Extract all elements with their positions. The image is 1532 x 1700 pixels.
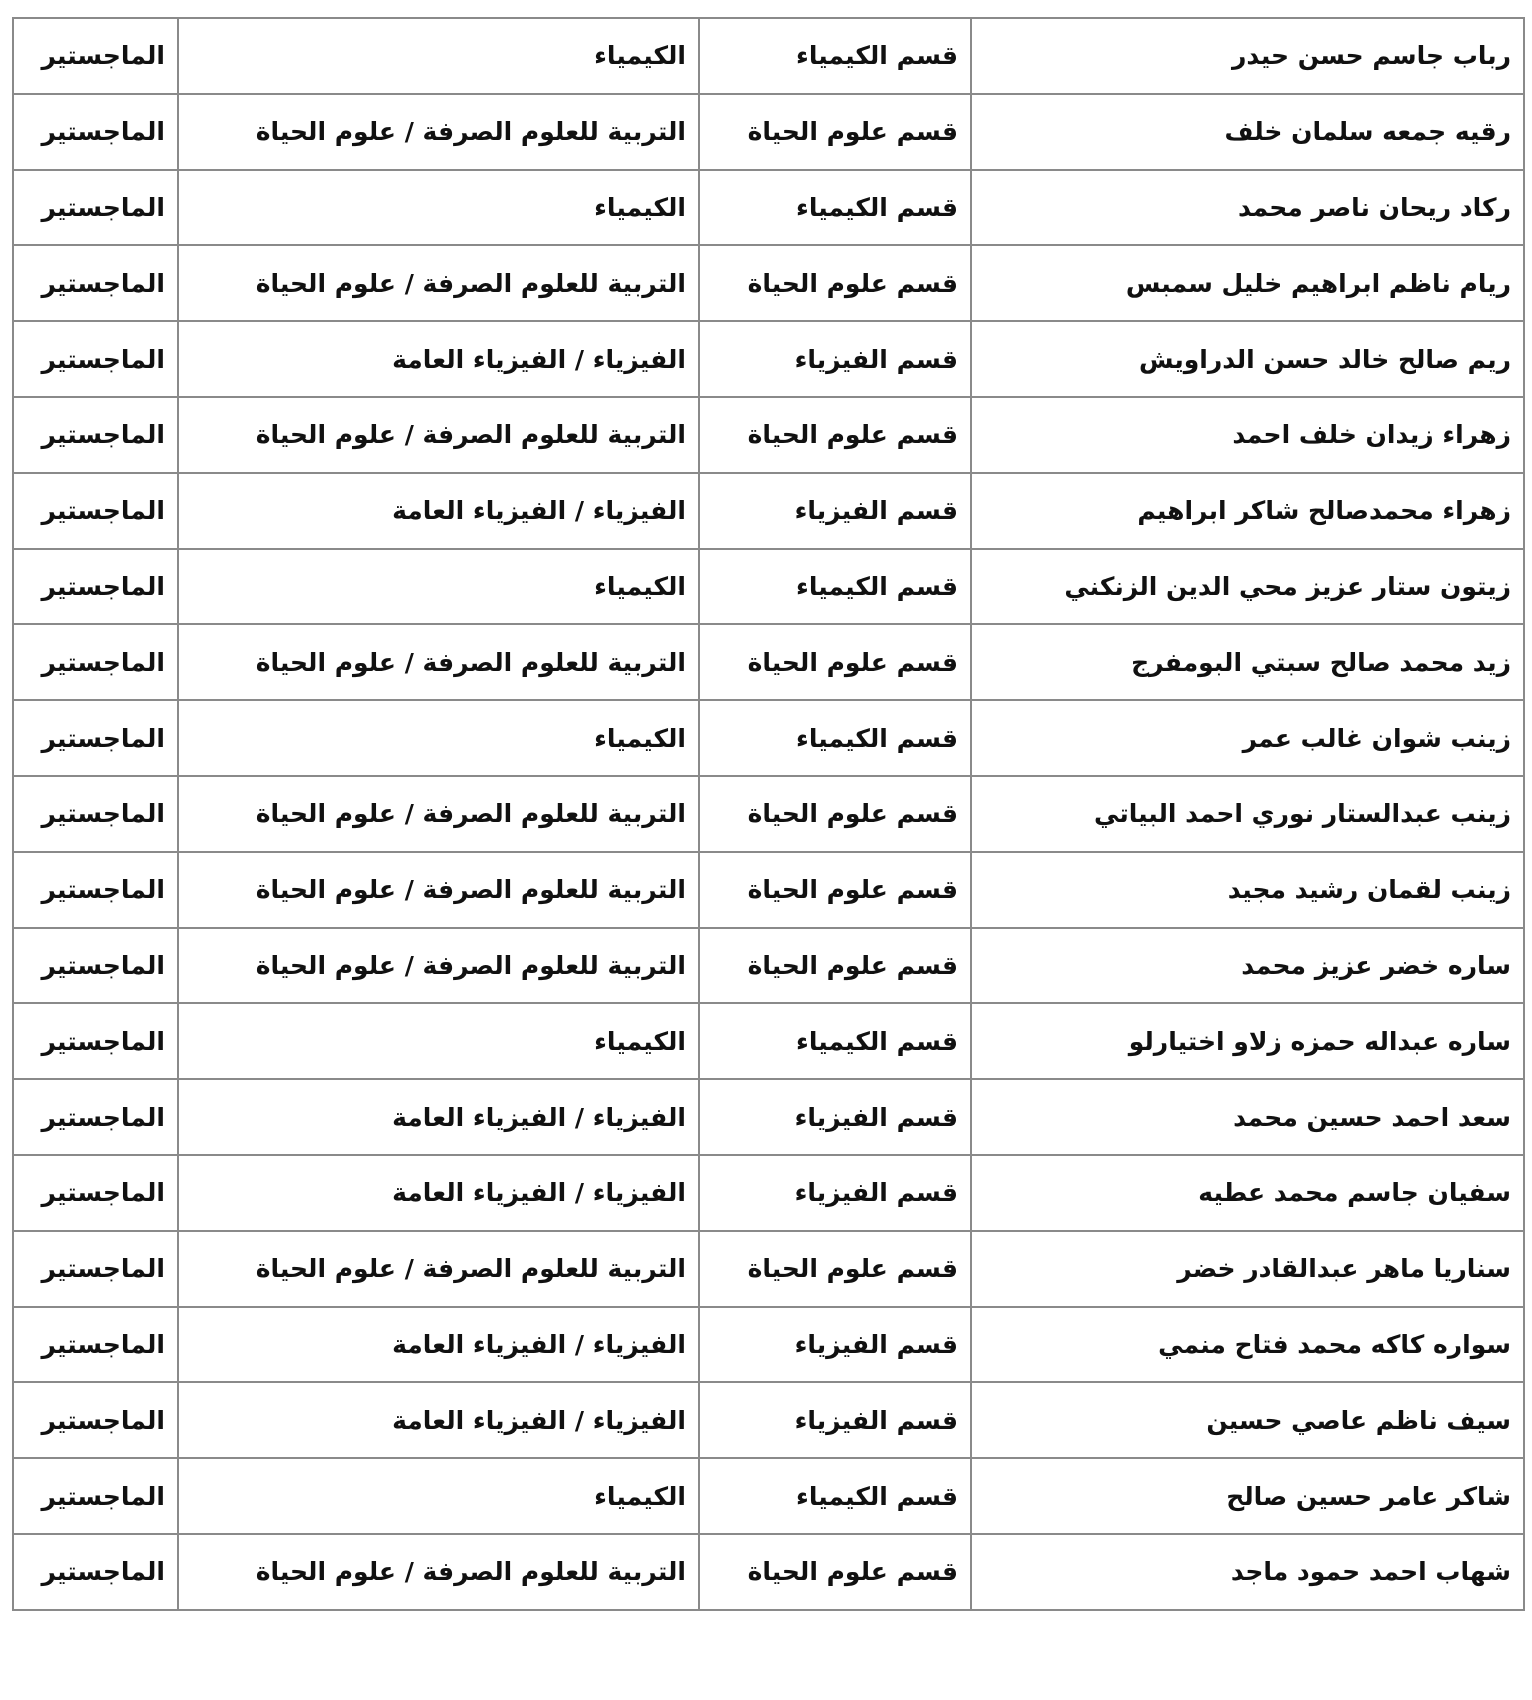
specialization-cell: التربية للعلوم الصرفة / علوم الحياة — [178, 1231, 699, 1307]
name-cell: زيتون ستار عزيز محي الدين الزنكني — [971, 549, 1524, 625]
specialization-cell: الكيمياء — [178, 1003, 699, 1079]
degree-cell: الماجستير — [13, 852, 178, 928]
degree-cell: الماجستير — [13, 549, 178, 625]
degree-cell: الماجستير — [13, 245, 178, 321]
department-cell: قسم الكيمياء — [699, 170, 971, 246]
table-row — [13, 1155, 1524, 1231]
table-row — [13, 549, 1524, 625]
specialization-cell: الكيمياء — [178, 549, 699, 625]
specialization-cell: الفيزياء / الفيزياء العامة — [178, 1382, 699, 1458]
name-cell: سناريا ماهر عبدالقادر خضر — [971, 1231, 1524, 1307]
table-row — [13, 397, 1524, 473]
specialization-cell: الكيمياء — [178, 170, 699, 246]
specialization-cell: الفيزياء / الفيزياء العامة — [178, 1307, 699, 1383]
table-row — [13, 624, 1524, 700]
specialization-cell: التربية للعلوم الصرفة / علوم الحياة — [178, 94, 699, 170]
specialization-cell: الفيزياء / الفيزياء العامة — [178, 1079, 699, 1155]
name-cell: زهراء محمدصالح شاكر ابراهيم — [971, 473, 1524, 549]
degree-cell: الماجستير — [13, 1003, 178, 1079]
degree-cell: الماجستير — [13, 321, 178, 397]
specialization-cell: التربية للعلوم الصرفة / علوم الحياة — [178, 852, 699, 928]
name-cell: رقيه جمعه سلمان خلف — [971, 94, 1524, 170]
department-cell: قسم الفيزياء — [699, 321, 971, 397]
table-row — [13, 170, 1524, 246]
table-row — [13, 700, 1524, 776]
department-cell: قسم علوم الحياة — [699, 1534, 971, 1610]
department-cell: قسم علوم الحياة — [699, 852, 971, 928]
graduates-table — [12, 17, 1525, 1611]
name-cell: زهراء زيدان خلف احمد — [971, 397, 1524, 473]
name-cell: زينب لقمان رشيد مجيد — [971, 852, 1524, 928]
department-cell: قسم علوم الحياة — [699, 245, 971, 321]
name-cell: شهاب احمد حمود ماجد — [971, 1534, 1524, 1610]
table-row — [13, 94, 1524, 170]
department-cell: قسم علوم الحياة — [699, 1231, 971, 1307]
degree-cell: الماجستير — [13, 18, 178, 94]
degree-cell: الماجستير — [13, 776, 178, 852]
degree-cell: الماجستير — [13, 700, 178, 776]
name-cell: رباب جاسم حسن حيدر — [971, 18, 1524, 94]
degree-cell: الماجستير — [13, 1382, 178, 1458]
degree-cell: الماجستير — [13, 1534, 178, 1610]
table-row — [13, 1231, 1524, 1307]
table-row — [13, 1534, 1524, 1610]
specialization-cell: التربية للعلوم الصرفة / علوم الحياة — [178, 776, 699, 852]
specialization-cell: الفيزياء / الفيزياء العامة — [178, 1155, 699, 1231]
department-cell: قسم الكيمياء — [699, 549, 971, 625]
specialization-cell: الكيمياء — [178, 700, 699, 776]
department-cell: قسم الفيزياء — [699, 1307, 971, 1383]
department-cell: قسم الكيمياء — [699, 1003, 971, 1079]
table-body — [13, 18, 1524, 1610]
table-row — [13, 928, 1524, 1004]
department-cell: قسم الكيمياء — [699, 18, 971, 94]
degree-cell: الماجستير — [13, 397, 178, 473]
table-row — [13, 776, 1524, 852]
table-row — [13, 1003, 1524, 1079]
name-cell: ركاد ريحان ناصر محمد — [971, 170, 1524, 246]
department-cell: قسم الفيزياء — [699, 1079, 971, 1155]
specialization-cell: الفيزياء / الفيزياء العامة — [178, 321, 699, 397]
table-row — [13, 1307, 1524, 1383]
degree-cell: الماجستير — [13, 473, 178, 549]
department-cell: قسم علوم الحياة — [699, 94, 971, 170]
name-cell: ريم صالح خالد حسن الدراويش — [971, 321, 1524, 397]
specialization-cell: التربية للعلوم الصرفة / علوم الحياة — [178, 1534, 699, 1610]
table-row — [13, 321, 1524, 397]
specialization-cell: التربية للعلوم الصرفة / علوم الحياة — [178, 397, 699, 473]
table-row — [13, 245, 1524, 321]
degree-cell: الماجستير — [13, 624, 178, 700]
specialization-cell: التربية للعلوم الصرفة / علوم الحياة — [178, 245, 699, 321]
table-row — [13, 473, 1524, 549]
department-cell: قسم الكيمياء — [699, 700, 971, 776]
name-cell: سعد احمد حسين محمد — [971, 1079, 1524, 1155]
specialization-cell: الكيمياء — [178, 18, 699, 94]
table-row — [13, 852, 1524, 928]
name-cell: ريام ناظم ابراهيم خليل سمبس — [971, 245, 1524, 321]
table-row — [13, 1458, 1524, 1534]
name-cell: شاكر عامر حسين صالح — [971, 1458, 1524, 1534]
degree-cell: الماجستير — [13, 170, 178, 246]
specialization-cell: الكيمياء — [178, 1458, 699, 1534]
degree-cell: الماجستير — [13, 1307, 178, 1383]
table-row — [13, 1382, 1524, 1458]
degree-cell: الماجستير — [13, 1231, 178, 1307]
specialization-cell: التربية للعلوم الصرفة / علوم الحياة — [178, 928, 699, 1004]
name-cell: سواره كاكه محمد فتاح منمي — [971, 1307, 1524, 1383]
name-cell: ساره عبداله حمزه زلاو اختيارلو — [971, 1003, 1524, 1079]
degree-cell: الماجستير — [13, 1155, 178, 1231]
name-cell: سفيان جاسم محمد عطيه — [971, 1155, 1524, 1231]
name-cell: ساره خضر عزيز محمد — [971, 928, 1524, 1004]
name-cell: زينب شوان غالب عمر — [971, 700, 1524, 776]
name-cell: زيد محمد صالح سبتي البومفرج — [971, 624, 1524, 700]
department-cell: قسم علوم الحياة — [699, 624, 971, 700]
degree-cell: الماجستير — [13, 928, 178, 1004]
department-cell: قسم علوم الحياة — [699, 776, 971, 852]
document-sheet — [12, 17, 1523, 1611]
department-cell: قسم علوم الحياة — [699, 397, 971, 473]
name-cell: سيف ناظم عاصي حسين — [971, 1382, 1524, 1458]
department-cell: قسم الفيزياء — [699, 473, 971, 549]
table-row — [13, 1079, 1524, 1155]
specialization-cell: الفيزياء / الفيزياء العامة — [178, 473, 699, 549]
table-row — [13, 18, 1524, 94]
department-cell: قسم الفيزياء — [699, 1382, 971, 1458]
department-cell: قسم الفيزياء — [699, 1155, 971, 1231]
degree-cell: الماجستير — [13, 1079, 178, 1155]
degree-cell: الماجستير — [13, 94, 178, 170]
name-cell: زينب عبدالستار نوري احمد البياتي — [971, 776, 1524, 852]
degree-cell: الماجستير — [13, 1458, 178, 1534]
department-cell: قسم الكيمياء — [699, 1458, 971, 1534]
specialization-cell: التربية للعلوم الصرفة / علوم الحياة — [178, 624, 699, 700]
department-cell: قسم علوم الحياة — [699, 928, 971, 1004]
